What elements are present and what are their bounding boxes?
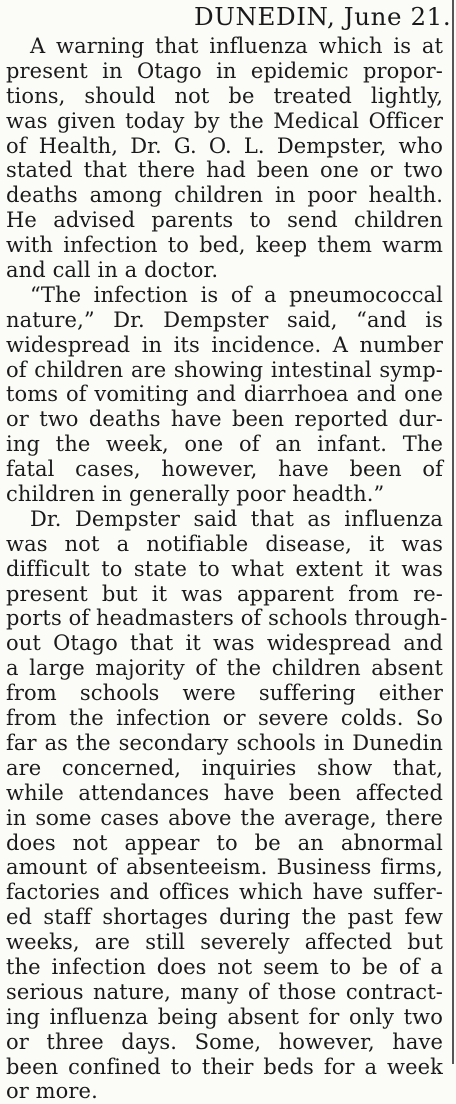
text-line: Dr. Dempster said that as influenza <box>30 506 443 531</box>
text-line: factories and offices which have suffer- <box>6 880 443 905</box>
text-line: the infection does not seem to be of a <box>6 954 443 979</box>
text-line: He advised parents to send children <box>6 208 443 233</box>
text-line: was given today by the Medical Officer <box>6 108 443 133</box>
text-line: stated that there had been one or two <box>6 158 443 183</box>
text-line: are concerned, inquiries show that, <box>6 755 443 780</box>
text-line: or more. <box>6 1079 98 1104</box>
paragraph <box>6 506 448 1104</box>
article-body <box>6 34 448 1104</box>
text-line: been confined to their beds for a week <box>6 1054 443 1079</box>
text-line: ing the week, one of an infant. The <box>6 432 443 457</box>
text-line: present in Otago in epidemic propor- <box>6 58 443 83</box>
text-line: deaths among children in poor health. <box>6 183 443 208</box>
text-line: while attendances have been affected <box>6 780 443 805</box>
text-line: from schools were suffering either <box>6 681 443 706</box>
text-line: difficult to state to what extent it was <box>6 556 443 581</box>
text-line: A warning that influenza which is at <box>30 34 443 58</box>
text-line: of Health, Dr. G. O. L. Dempster, who <box>6 133 443 158</box>
text-line: tions, should not be treated lightly, <box>6 83 443 108</box>
column-rule <box>452 0 454 1064</box>
text-line: with infection to bed, keep them warm <box>6 233 443 258</box>
text-line: was not a notifiable disease, it was <box>6 531 443 556</box>
text-line: amount of absenteeism. Business firms, <box>6 855 443 880</box>
text-line: “The infection is of a pneumococcal <box>30 282 443 307</box>
text-line: from the infection or severe colds. So <box>6 706 443 731</box>
text-line: and call in a doctor. <box>6 258 219 283</box>
text-line: a large majority of the children absent <box>6 656 443 681</box>
text-line: or two deaths have been reported dur- <box>6 407 443 432</box>
text-line: or three days. Some, however, have <box>6 1029 443 1054</box>
text-line: children in generally poor headth.” <box>6 482 385 507</box>
text-line: weeks, are still severely affected but <box>6 930 443 955</box>
text-line: nature,” Dr. Dempster said, “and is <box>6 307 443 332</box>
text-line: fatal cases, however, have been of <box>6 457 443 482</box>
text-line: ports of headmasters of schools through- <box>6 606 448 631</box>
text-line: serious nature, many of those contract- <box>6 979 443 1004</box>
text-line: out Otago that it was widespread and <box>6 631 443 656</box>
text-line: in some cases above the average, there <box>6 805 443 830</box>
paragraph <box>6 34 443 283</box>
text-line: ed staff shortages during the past few <box>6 905 443 930</box>
paragraph <box>6 283 443 507</box>
text-line: of children are showing intestinal symp- <box>6 357 443 382</box>
text-line: far as the secondary schools in Dunedin <box>6 730 443 755</box>
dateline: DUNEDIN, June 21. <box>194 2 452 31</box>
text-line: ing influenza being absent for only two <box>6 1004 443 1029</box>
text-line: toms of vomiting and diarrhoea and one <box>6 382 443 407</box>
text-line: does not appear to be an abnormal <box>6 830 443 855</box>
text-line: present but it was apparent from re- <box>6 581 443 606</box>
text-line: widespread in its incidence. A number <box>6 332 443 357</box>
